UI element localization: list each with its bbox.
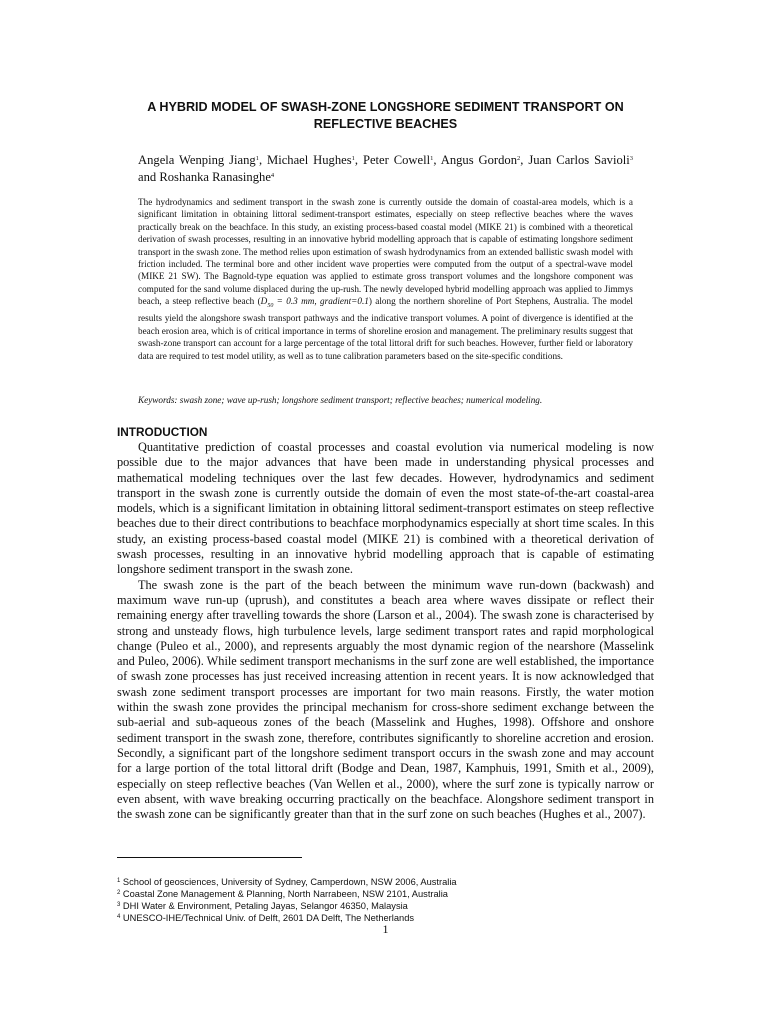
- author: Angela Wenping Jiang$^1$,: [138, 153, 267, 167]
- affiliation-mark: 1: [430, 155, 434, 162]
- author: Juan Carlos Savioli$^3$ and: [138, 153, 634, 184]
- page-number: 1: [382, 922, 389, 936]
- footnote: $^1$ School of geosciences, University of Sydney, Camperdown, NSW 2006, Australia: [117, 877, 457, 887]
- keywords: Keywords: swash zone; wave up-rush; longshore sediment transport; reflective beaches; numerical modeling.: [138, 395, 543, 405]
- footnote: $^3$ DHI Water & Environment, Petaling Jayas, Selangor 46350, Malaysia: [117, 901, 408, 911]
- footnotes: [117, 876, 654, 924]
- paper-title: A HYBRID MODEL OF SWASH-ZONE LONGSHORE SEDIMENT TRANSPORT ON REFLECTIVE BEACHES: [147, 100, 624, 131]
- affiliation-mark: 1: [255, 155, 259, 162]
- footnote-divider: [117, 857, 302, 858]
- author: Peter Cowell$^1$,: [362, 153, 441, 167]
- author: Roshanka Ranasinghe$^4$: [159, 170, 275, 184]
- abstract: The hydrodynamics and sediment transport in the swash zone is currently outside the domain of coastal-area models, which is a significant limitation in obtaining littoral sediment-transport estimates, especially on steep reflective beaches where the waves practically break on the beachface. In this study, an existing process-based coastal model (MIKE 21) is combined with a theoretical derivation of swash processes, resulting in an innovative hybrid modelling approach that is capable of estimating longshore sediment transport in the swash zone. The method relies upon estimation of swash hydrodynamics from an extended ballistic swash model with friction included. The terminal bore and other incident wave properties were computed from the output of a spectral-wave model (MIKE 21 SW). The Bagnold-type equation was applied to estimate gross transport volumes and the longshore component was computed for the sand volume displaced during the up-rush. The newly developed hybrid modelling approach was applied to Jimmys beach, a steep reflective beach ($D_{50} = 0.3$ mm, gradient=0.1) along the northern shoreline of Port Stephens, Australia. The model results yield the alongshore swash transport pathways and the indicative transport volumes. A point of divergence is identified at the beach erosion area, which is of critical importance in terms of shoreline erosion and management. The preliminary results suggest that swash-zone transport can account for a large percentage of the total littoral drift for such beaches. However, further field or laboratory data are required to test model utility, as well as to tune calibration parameters based on the site-specific conditions.: [138, 197, 633, 361]
- affiliation-mark: 3: [629, 155, 634, 162]
- affiliation-mark: 2: [517, 155, 521, 162]
- paragraph: Quantitative prediction of coastal processes and coastal evolution via numerical modeling is now possible due to the major advances that have been made in understanding physical processes and mathematical modeling techniques over the last few decades. However, hydrodynamics and sediment transport in the swash zone is currently outside the domain of even the most state-of-the-art coastal-area models, which is a significant limitation in obtaining littoral sediment-transport estimates on steep reflective beaches due to their direct contributions to beachface morphodynamics especially at short time scales. In this study, an existing process-based coastal model (MIKE 21) is combined with a theoretical derivation of swash processes, resulting in an innovative hybrid modelling approach that is capable of estimating longshore sediment transport in the swash zone.: [117, 440, 654, 577]
- footnote: $^2$ Coastal Zone Management & Planning, North Narrabeen, NSW 2101, Australia: [117, 889, 448, 899]
- author: Angus Gordon$^2$,: [440, 153, 529, 167]
- footnote: $^4$ UNESCO-IHE/Technical Univ. of Delft, 2601 DA Delft, The Netherlands: [117, 913, 415, 923]
- author: Michael Hughes$^1$,: [267, 153, 363, 167]
- author-list: [138, 151, 633, 185]
- introduction-body: [117, 440, 654, 822]
- section-heading-introduction: INTRODUCTION: [117, 425, 208, 439]
- affiliation-mark: 4: [270, 172, 275, 179]
- paragraph: The swash zone is the part of the beach between the minimum wave run-down (backwash) and maximum wave run-up (uprush), and constitutes a beach area where waves dissipate or reflect their remaining energy after travelling towards the shore (Larson et al., 2004). The swash zone is characterised by strong and unsteady flows, high turbulence levels, large sediment transport rates and rapid morphological change (Puleo et al., 2000), and represents arguably the most dynamic region of the nearshore (Masselink and Puleo, 2006). While sediment transport mechanisms in the surf zone are well established, the importance of swash zone processes has just received increasing attention in recent years. It is now acknowledged that swash zone sediment transport processes are important for two main reasons. Firstly, the water motion within the swash zone provides the principal mechanism for cross-shore sediment exchange between the sub-aerial and sub-aqueous zones of the beach (Masselink and Hughes, 1998). Offshore and onshore sediment transport in the swash zone, therefore, contributes significantly to shoreline accretion and erosion. Secondly, a significant part of the longshore sediment transport occurs in the swash zone and may account for a large portion of the total littoral drift (Bodge and Dean, 1987, Kamphuis, 1991, Smith et al., 2009), especially on steep reflective beaches (Van Wellen et al., 2000), where the surf zone is typically narrow or even absent, with wave breaking occurring practically on the beachface. Alongshore sediment transport in the swash zone can be significantly greater than that in the surf zone on such beaches (Hughes et al., 2007).: [117, 577, 654, 822]
- d50-variable: $D_{50} = 0.3$ mm, gradient=0.1: [260, 296, 369, 310]
- affiliation-mark: 1: [351, 155, 355, 162]
